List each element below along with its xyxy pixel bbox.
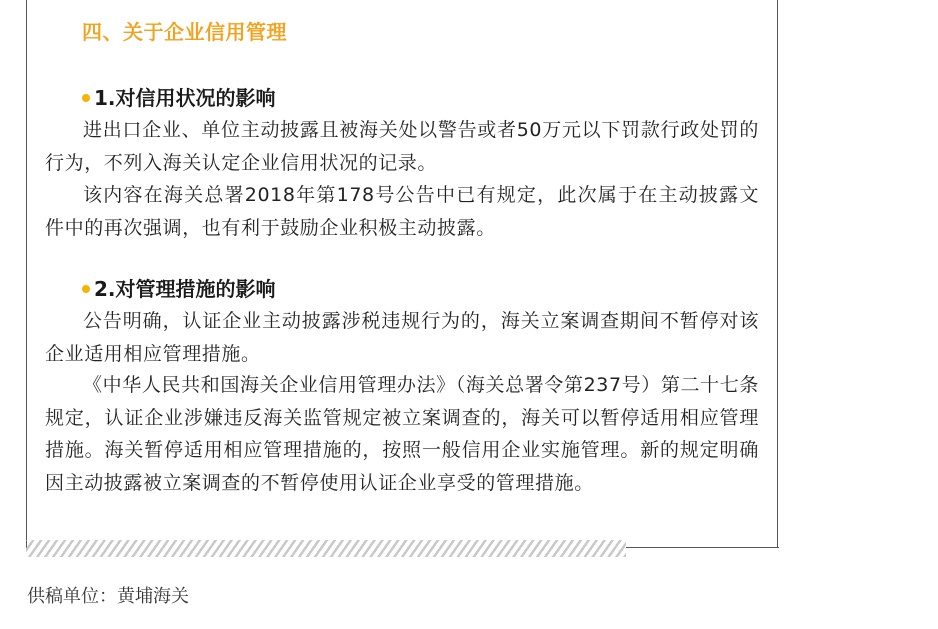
bullet-dot-icon: [82, 94, 90, 102]
sub-heading-management-measures: [82, 273, 276, 305]
decorative-hatch-bar: [26, 540, 626, 557]
sub-heading-credit-status: [82, 82, 276, 114]
bullet-dot-icon: [82, 285, 90, 293]
paragraph: 进出口企业、单位主动披露且被海关处以警告或者50万元以下罚款行政处罚的行为，不列入海关认定企业信用状况的记录。: [45, 119, 759, 174]
paragraph: 《中华人民共和国海关企业信用管理办法》（海关总署令第237号）第二十七条规定，认证企业涉嫌违反海关监管规定被立案调查的，海关可以暂停适用相应管理措施。海关暂停适用相应管理措施的，按照一般信用企业实施管理。新的规定明确因主动披露被立案调查的不暂停使用认证企业享受的管理措施。: [45, 374, 759, 494]
paragraph: 该内容在海关总署2018年第178号公告中已有规定，此次属于在主动披露文件中的再次强调，也有利于鼓励企业积极主动披露。: [45, 184, 759, 239]
sub-heading-text: 2.对管理措施的影响: [94, 277, 276, 301]
paragraph: 公告明确，认证企业主动披露涉税违规行为的，海关立案调查期间不暂停对该企业适用相应管理措施。: [45, 310, 759, 365]
section-title: 四、关于企业信用管理: [82, 20, 287, 44]
sub-heading-text: 1.对信用状况的影响: [94, 86, 276, 110]
card-bottom-border: [626, 547, 779, 548]
contributor-credit: 供稿单位：黄埔海关: [27, 586, 189, 607]
